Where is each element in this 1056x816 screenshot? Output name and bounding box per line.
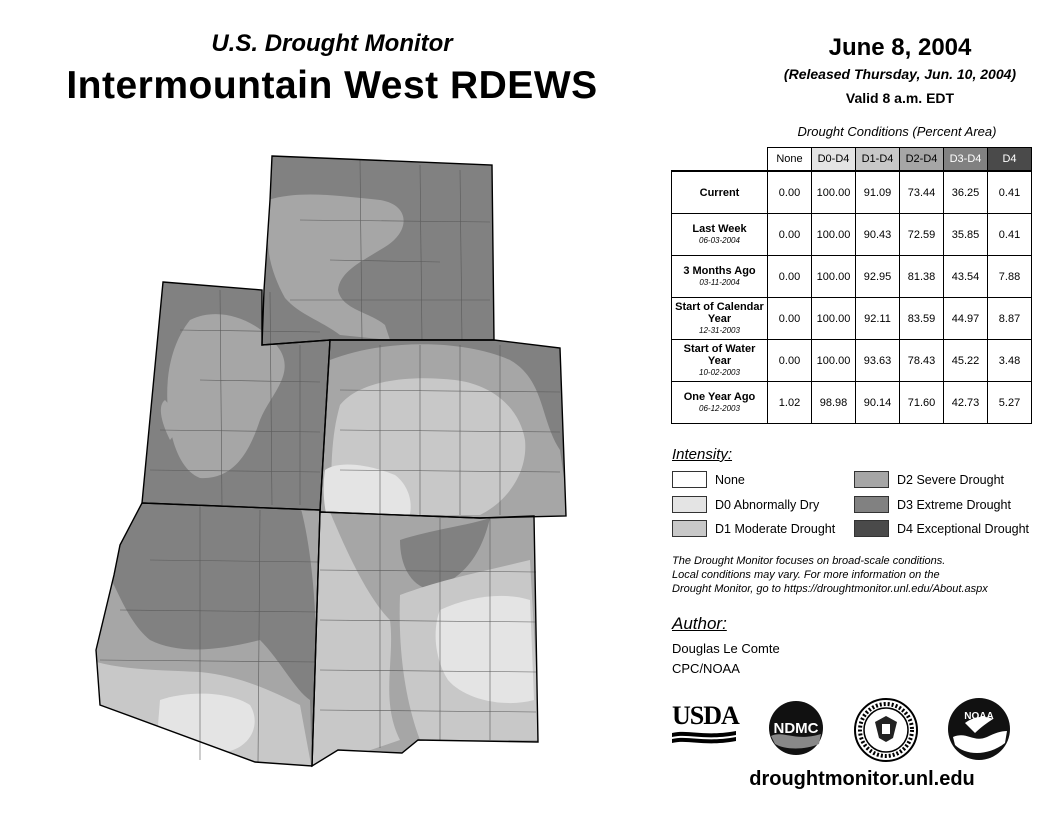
table-cell: 8.87 — [988, 298, 1032, 340]
legend-item-d2: D2 Severe Drought — [854, 471, 1004, 488]
usda-waves-icon — [672, 729, 736, 745]
ndmc-logo — [765, 700, 827, 756]
row-label: One Year Ago 06-12-2003 — [672, 382, 768, 424]
table-cell: 91.09 — [856, 171, 900, 214]
row-label: Start of Calendar Year 12-31-2003 — [672, 298, 768, 340]
legend-swatch — [854, 520, 889, 537]
table-row — [672, 171, 1032, 214]
table-cell: 78.43 — [900, 340, 944, 382]
release-date: (Released Thursday, Jun. 10, 2004) — [783, 66, 1017, 82]
col-header: D3-D4 — [944, 148, 988, 172]
table-cell: 35.85 — [944, 214, 988, 256]
wyoming-region — [250, 150, 510, 350]
legend-swatch — [672, 496, 707, 513]
table-cell: 100.00 — [812, 340, 856, 382]
footer-url: droughtmonitor.unl.edu — [749, 768, 975, 790]
table-row — [672, 340, 1032, 382]
table-cell: 81.38 — [900, 256, 944, 298]
table-cell: 5.27 — [988, 382, 1032, 424]
table-caption: Drought Conditions (Percent Area) — [797, 124, 997, 139]
map-subtitle: U.S. Drought Monitor — [211, 30, 453, 57]
legend-swatch — [672, 471, 707, 488]
legend-item-d4: D4 Exceptional Drought — [854, 520, 1029, 537]
author-heading: Author: — [672, 614, 727, 633]
table-cell: 1.02 — [768, 382, 812, 424]
table-cell: 72.59 — [900, 214, 944, 256]
table-cell: 7.88 — [988, 256, 1032, 298]
legend-swatch — [854, 471, 889, 488]
noaa-logo — [947, 697, 1011, 761]
table-cell: 100.00 — [812, 214, 856, 256]
table-cell: 36.25 — [944, 171, 988, 214]
map-date: June 8, 2004 — [828, 34, 972, 61]
table-cell: 0.41 — [988, 214, 1032, 256]
table-cell: 100.00 — [812, 256, 856, 298]
table-row — [672, 298, 1032, 340]
svg-text:NOAA: NOAA — [964, 711, 994, 722]
table-cell: 3.48 — [988, 340, 1032, 382]
col-header: D1-D4 — [856, 148, 900, 172]
table-cell: 92.95 — [856, 256, 900, 298]
col-header: D2-D4 — [900, 148, 944, 172]
table-cell: 43.54 — [944, 256, 988, 298]
disclaimer-note: The Drought Monitor focuses on broad-scale conditions. Local conditions may vary. For more information on the Drought Monitor, go to https://droughtmonitor.unl.edu/About.aspx — [672, 555, 988, 595]
row-label: 3 Months Ago 03-11-2004 — [672, 256, 768, 298]
table-cell: 83.59 — [900, 298, 944, 340]
col-header: D4 — [988, 148, 1032, 172]
table-cell: 100.00 — [812, 171, 856, 214]
legend-item-d1: D1 Moderate Drought — [672, 520, 835, 537]
table-row — [672, 382, 1032, 424]
svg-text:NDMC: NDMC — [773, 720, 819, 737]
table-cell: 71.60 — [900, 382, 944, 424]
row-label: Start of Water Year 10-02-2003 — [672, 340, 768, 382]
arizona-region — [90, 500, 330, 770]
row-label: Current — [672, 171, 768, 214]
table-row — [672, 214, 1032, 256]
table-cell: 0.00 — [768, 171, 812, 214]
table-cell: 73.44 — [900, 171, 944, 214]
table-cell: 93.63 — [856, 340, 900, 382]
col-header: D0-D4 — [812, 148, 856, 172]
table-cell: 42.73 — [944, 382, 988, 424]
table-cell: 98.98 — [812, 382, 856, 424]
author-org: CPC/NOAA — [672, 661, 740, 676]
map-title: Intermountain West RDEWS — [66, 64, 598, 107]
legend-item-d3: D3 Extreme Drought — [854, 496, 1011, 513]
table-cell: 45.22 — [944, 340, 988, 382]
commerce-seal-logo — [853, 698, 919, 762]
table-cell: 0.00 — [768, 298, 812, 340]
table-cell: 0.00 — [768, 256, 812, 298]
usda-logo: USDA — [672, 703, 736, 747]
table-row — [672, 256, 1032, 298]
table-cell: 92.11 — [856, 298, 900, 340]
new-mexico-region — [310, 510, 545, 770]
row-label: Last Week 06-03-2004 — [672, 214, 768, 256]
table-cell: 90.43 — [856, 214, 900, 256]
table-cell: 100.00 — [812, 298, 856, 340]
legend-title: Intensity: — [672, 446, 733, 463]
legend-item-d0: D0 Abnormally Dry — [672, 496, 819, 513]
legend-item-none: None — [672, 471, 745, 488]
legend-swatch — [854, 496, 889, 513]
colorado-region — [320, 335, 570, 530]
drought-conditions-table — [671, 147, 1032, 424]
col-header: None — [768, 148, 812, 172]
table-cell: 0.00 — [768, 214, 812, 256]
legend-swatch — [672, 520, 707, 537]
table-cell: 0.00 — [768, 340, 812, 382]
table-cell: 44.97 — [944, 298, 988, 340]
author-name: Douglas Le Comte — [672, 641, 780, 656]
table-cell: 90.14 — [856, 382, 900, 424]
valid-time: Valid 8 a.m. EDT — [845, 90, 955, 106]
table-cell: 0.41 — [988, 171, 1032, 214]
